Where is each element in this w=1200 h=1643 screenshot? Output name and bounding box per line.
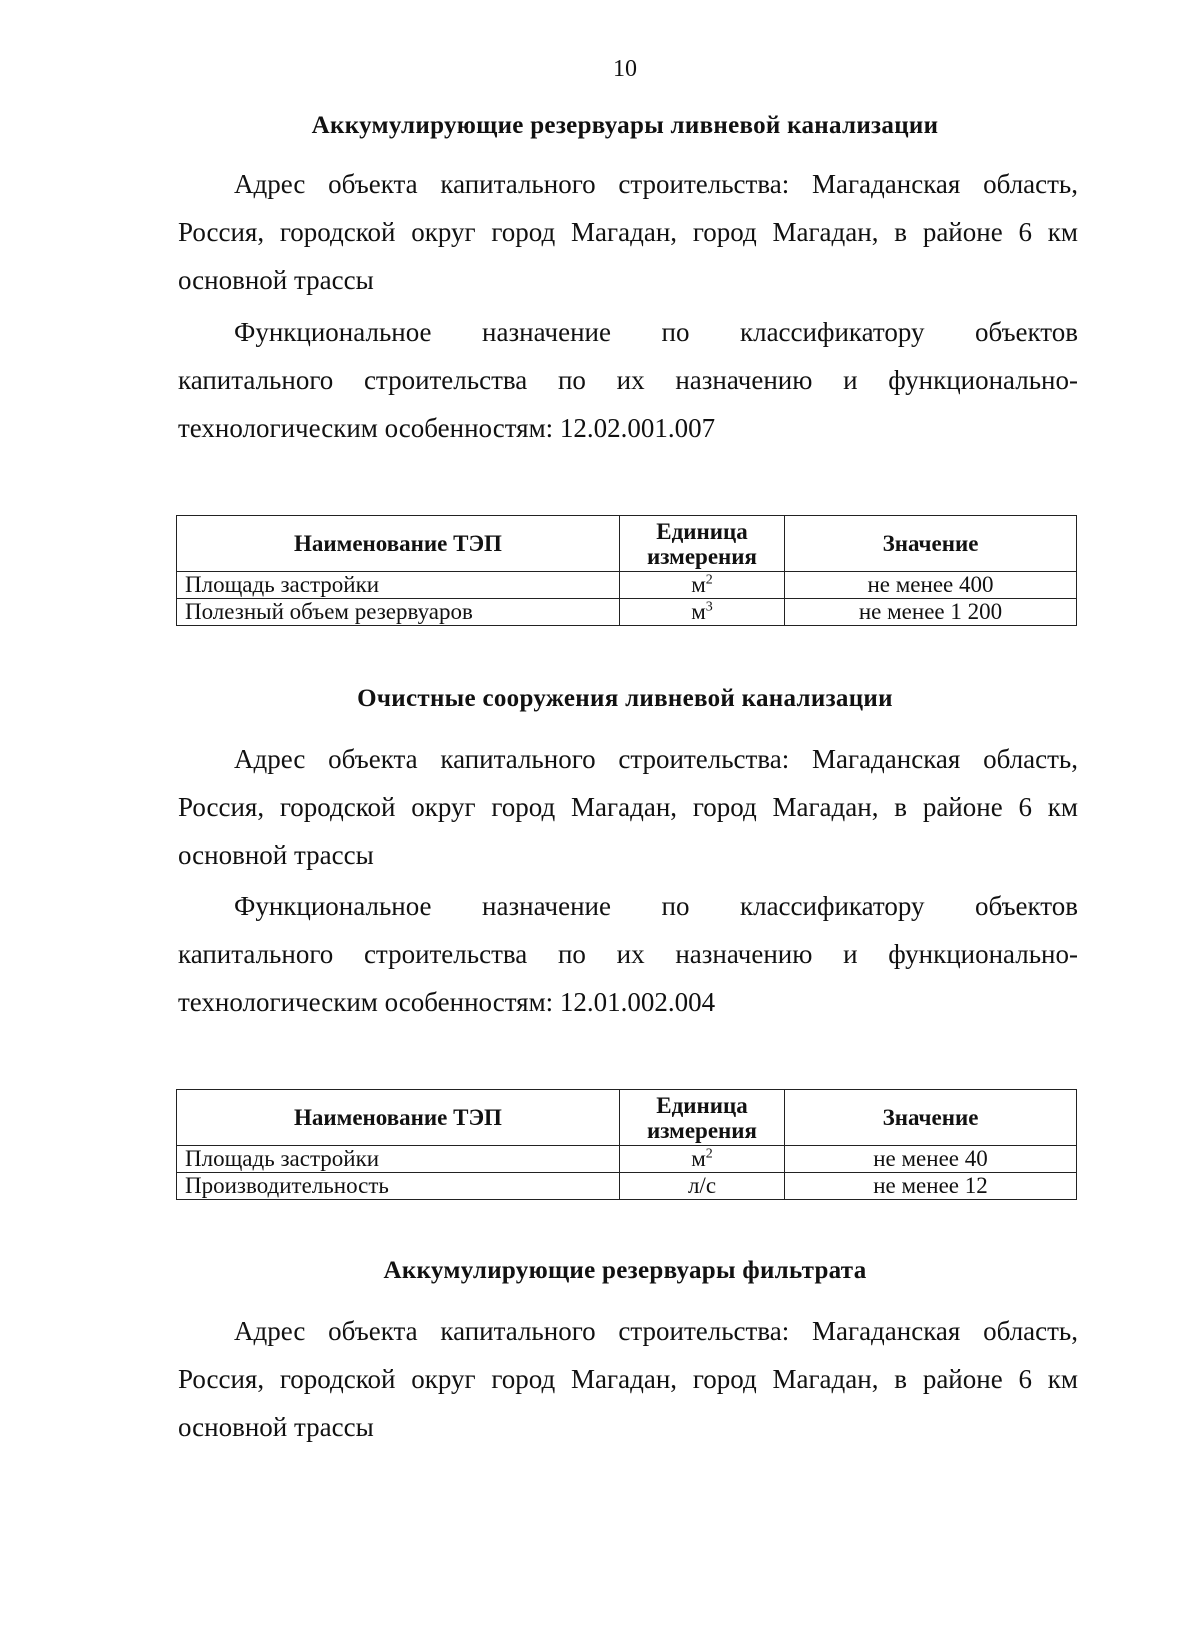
section-3-address xyxy=(178,1307,1078,1451)
header-unit: Единица измерения xyxy=(620,516,785,572)
address-line: основной трассы xyxy=(178,265,374,295)
table-row xyxy=(177,599,1077,626)
address-line: Россия, городской округ город Магадан, город Магадан, в районе 6 км xyxy=(178,217,1078,247)
section-1-function xyxy=(178,308,1078,452)
row-name: Полезный объем резервуаров xyxy=(177,599,620,626)
row-name: Производительность xyxy=(177,1173,620,1200)
table-row xyxy=(177,1146,1077,1173)
address-line: Адрес объекта капитального строительства: Магаданская область, xyxy=(234,744,1078,774)
row-name: Площадь застройки xyxy=(177,1146,620,1173)
row-name: Площадь застройки xyxy=(177,572,620,599)
section-2-address xyxy=(178,735,1078,879)
row-unit: $м^2$ xyxy=(620,572,785,599)
tep-table-1 xyxy=(176,515,1077,626)
section-heading-1: Аккумулирующие резервуары ливневой канализации xyxy=(311,112,939,139)
page-number: 10 xyxy=(613,56,637,82)
row-value: не менее 12 xyxy=(785,1173,1077,1200)
function-line: технологическим особенностям: 12.01.002.004 xyxy=(178,987,716,1017)
header-value: Значение xyxy=(785,1090,1077,1146)
row-value: не менее 40 xyxy=(785,1146,1077,1173)
row-value: не менее 400 xyxy=(785,572,1077,599)
header-name: Наименование ТЭП xyxy=(177,1090,620,1146)
address-line: Адрес объекта капитального строительства: Магаданская область, xyxy=(234,1316,1078,1346)
function-line: технологическим особенностям: 12.02.001.007 xyxy=(178,413,716,443)
function-line: капитального строительства по их назначению и функционально- xyxy=(178,939,1078,969)
function-line: Функциональное назначение по классификатору объектов xyxy=(234,891,1078,921)
address-line: Россия, городской округ город Магадан, город Магадан, в районе 6 км xyxy=(178,1364,1078,1394)
row-unit: $м^3$ xyxy=(620,599,785,626)
section-heading-3: Аккумулирующие резервуары фильтрата xyxy=(383,1257,867,1284)
address-line: Адрес объекта капитального строительства: Магаданская область, xyxy=(234,169,1078,199)
row-unit: л/с xyxy=(620,1173,785,1200)
section-heading-2: Очистные сооружения ливневой канализации xyxy=(357,685,893,712)
tep-table-2 xyxy=(176,1089,1077,1200)
address-line: Россия, городской округ город Магадан, город Магадан, в районе 6 км xyxy=(178,792,1078,822)
address-line: основной трассы xyxy=(178,840,374,870)
section-1-address xyxy=(178,160,1078,304)
row-unit: $м^2$ xyxy=(620,1146,785,1173)
table-header-row xyxy=(177,1090,1077,1146)
table-row xyxy=(177,1173,1077,1200)
header-value: Значение xyxy=(785,516,1077,572)
table-header-row xyxy=(177,516,1077,572)
row-value: не менее 1 200 xyxy=(785,599,1077,626)
header-unit: Единица измерения xyxy=(620,1090,785,1146)
header-name: Наименование ТЭП xyxy=(177,516,620,572)
address-line: основной трассы xyxy=(178,1412,374,1442)
table-row xyxy=(177,572,1077,599)
function-line: капитального строительства по их назначению и функционально- xyxy=(178,365,1078,395)
function-line: Функциональное назначение по классификатору объектов xyxy=(234,317,1078,347)
section-2-function xyxy=(178,882,1078,1026)
